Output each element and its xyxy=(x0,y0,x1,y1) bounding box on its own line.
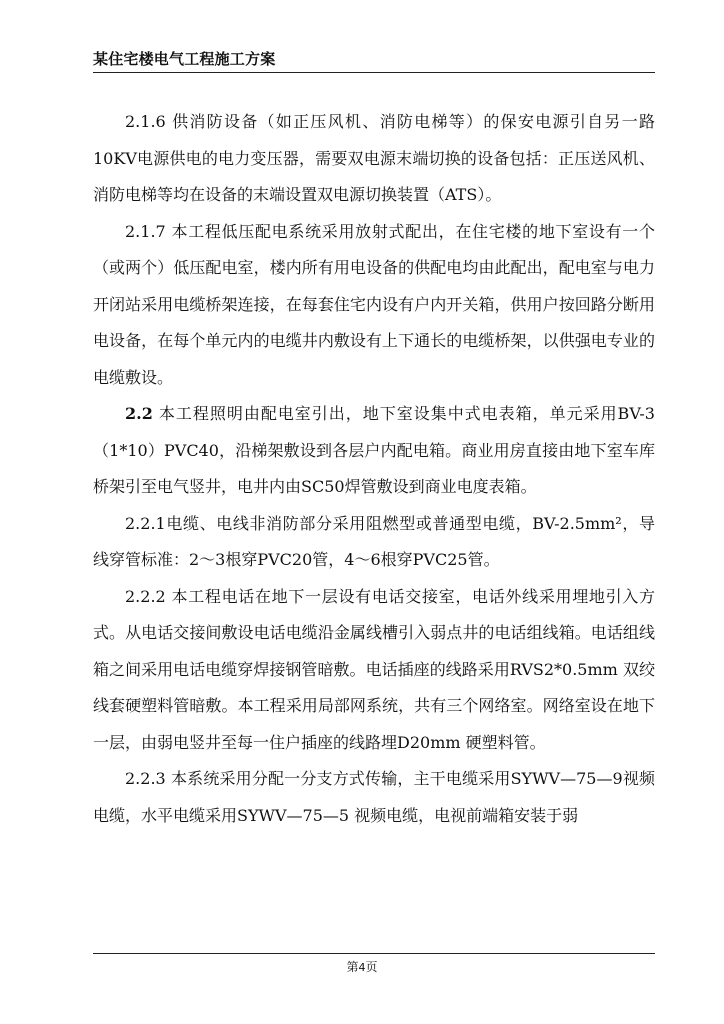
section-number: 2.1.6 xyxy=(125,112,166,131)
page-label-prefix: 第 xyxy=(346,960,359,974)
paragraph-text: 本工程照明由配电室引出，地下室设集中式电表箱，单元采用BV-3（1*10）PVC40，沿梯架敷设到各层户内配电箱。商业用房直接由地下室车库桥架引至电气竖井，电井内由SC50焊管敷设到商业电度表箱。 xyxy=(93,404,655,496)
paragraph-text: 本工程电话在地下一层设有电话交接室，电话外线采用埋地引入方式。从电话交接间敷设电话电缆沿金属线槽引入弱点井的电话组线箱。电话组线箱之间采用电话电缆穿焊接钢管暗敷。电话插座的线路采用RVS2*0.5mm 双绞线套硬塑料管暗敷。本工程采用局部网系统，共有三个网络室。网络室设在地下一层，由弱电竖井至每一住户插座的线路埋D20mm 硬塑料管。 xyxy=(93,586,655,752)
paragraph-text: 本工程低压配电系统采用放射式配出，在住宅楼的地下室设有一个（或两个）低压配电室，楼内所有用电设备的供配电均由此配出，配电室与电力开闭站采用电缆桥架连接，在每套住宅内设有户内开关箱，供用户按回路分断用电设备，在每个单元内的电缆井内敷设有上下通长的电缆桥架，以供强电专业的电缆敷设。 xyxy=(93,221,655,387)
paragraph-2-1-6 xyxy=(93,104,655,214)
page-label-suffix: 页 xyxy=(365,960,378,974)
section-number: 2.2.1 xyxy=(125,513,166,533)
document-header-title: 某住宅楼电气工程施工方案 xyxy=(93,50,276,68)
section-number: 2.2.2 xyxy=(125,586,166,606)
document-body xyxy=(93,104,655,834)
paragraph-2-2-2 xyxy=(93,579,655,762)
paragraph-text: 电缆、电线非消防部分采用阻燃型或普通型电缆，BV-2.5mm²，导线穿管标准：2～3根穿PVC20管，4～6根穿PVC25管。 xyxy=(93,513,655,569)
page-footer xyxy=(0,958,724,975)
header-divider xyxy=(93,72,655,73)
section-number: 2.2 xyxy=(125,404,153,423)
paragraph-text: 本系统采用分配一分支方式传输，主干电缆采用SYWV—75—9视频电缆，水平电缆采用SYWV—75—5 视频电缆，电视前端箱安装于弱 xyxy=(93,769,655,825)
section-number: 2.2.3 xyxy=(125,769,166,788)
section-number: 2.1.7 xyxy=(125,221,166,241)
paragraph-2-2-3 xyxy=(93,761,655,834)
paragraph-2-1-7 xyxy=(93,214,655,397)
page-number: 4 xyxy=(358,961,366,974)
paragraph-2-2 xyxy=(93,396,655,506)
footer-divider xyxy=(93,953,655,954)
paragraph-text: 供消防设备（如正压风机、消防电梯等）的保安电源引自另一路10KV电源供电的电力变压器，需要双电源末端切换的设备包括：正压送风机、消防电梯等均在设备的末端设置双电源切换装置（ATS）。 xyxy=(93,112,655,204)
paragraph-2-2-1 xyxy=(93,506,655,579)
